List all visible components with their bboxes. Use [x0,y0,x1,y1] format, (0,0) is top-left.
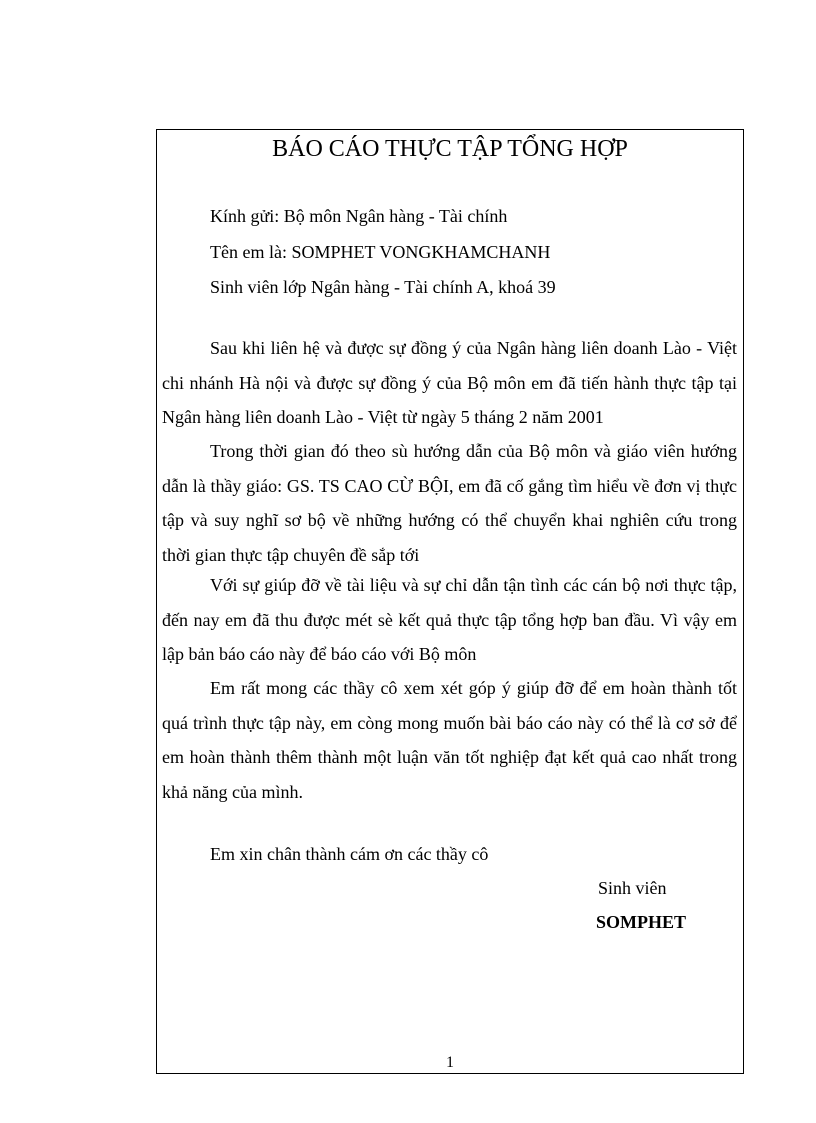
closing-line: Em xin chân thành cám ơn các thầy cô [210,844,489,864]
class-line: Sinh viên lớp Ngân hàng - Tài chính A, khoá 39 [210,277,556,297]
page-number: 1 [446,1054,454,1071]
body-paragraph-3: Với sự giúp đỡ về tài liệu và sự chỉ dẫn tận tình các cán bộ nơi thực tập, đến nay em đã thu được mét sè kết quả thực tập tổng hợp ban đầu. Vì vậy em lập bản báo cáo này để báo cáo với Bộ môn [162,575,737,664]
name-line: Tên em là: SOMPHET VONGKHAMCHANH [210,242,551,262]
signature-role: Sinh viên [598,878,667,898]
body-paragraph-1: Sau khi liên hệ và được sự đồng ý của Ngân hàng liên doanh Lào - Việt chi nhánh Hà nội và được sự đồng ý của Bộ môn em đã tiến hành thực tập tại Ngân hàng liên doanh Lào - Việt từ ngày 5 tháng 2 năm 2001 [162,338,737,427]
signature-name: SOMPHET [596,912,687,932]
recipient-line: Kính gửi: Bộ môn Ngân hàng - Tài chính [210,206,508,226]
document-title: BÁO CÁO THỰC TẬP TỔNG HỢP [272,136,628,162]
body-paragraph-2: Trong thời gian đó theo sù hướng dẫn của Bộ môn và giáo viên hướng dẫn là thầy giáo: GS. TS CAO CỪ BỘI, em đã cố gắng tìm hiểu về đơn vị thực tập và suy nghĩ sơ bộ về những hướng có thể chuyển khai nghiên cứu trong thời gian thực tập chuyên đề sắp tới [162,441,737,565]
body-paragraph-4: Em rất mong các thầy cô xem xét góp ý giúp đỡ để em hoàn thành tốt quá trình thực tập này, em còng mong muốn bài báo cáo này có thể là cơ sở để em hoàn thành thêm thành một luận văn tốt nghiệp đạt kết quả cao nhất trong khả năng của mình. [162,678,737,802]
